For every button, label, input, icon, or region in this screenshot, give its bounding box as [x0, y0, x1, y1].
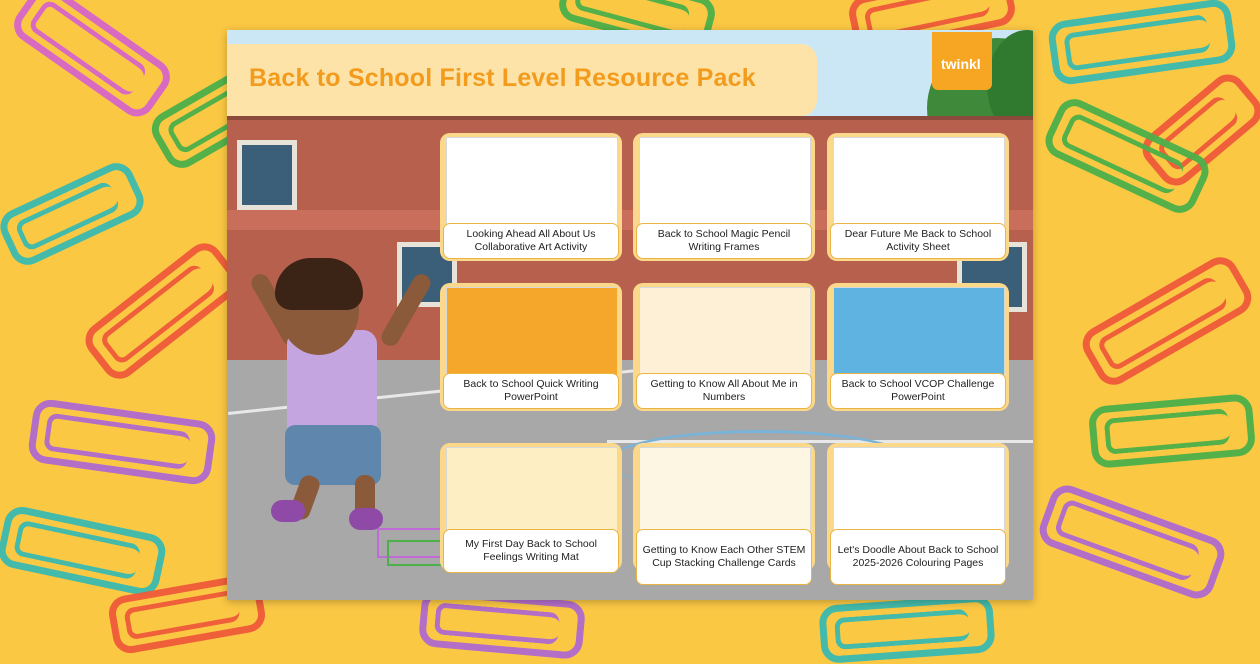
- paper-clip-decoration: [1046, 0, 1237, 86]
- resource-thumbnail: [833, 287, 1005, 377]
- resource-thumbnail: [446, 287, 618, 377]
- resource-card[interactable]: [440, 443, 622, 571]
- resource-card[interactable]: [440, 283, 622, 411]
- resource-thumbnail: [639, 137, 811, 227]
- paper-clip-decoration: [26, 398, 217, 487]
- resource-title[interactable]: Looking Ahead All About Us Collaborative Art Activity: [443, 223, 619, 259]
- paper-clip-decoration: [1088, 393, 1257, 469]
- child-shoe: [349, 508, 383, 530]
- resource-card[interactable]: [827, 283, 1009, 411]
- resource-card[interactable]: [633, 133, 815, 261]
- logo-text: twinkl: [941, 56, 981, 72]
- resource-thumbnail: [639, 447, 811, 537]
- school-window: [237, 140, 297, 210]
- twinkl-logo: [932, 32, 992, 90]
- resource-card[interactable]: [827, 133, 1009, 261]
- resource-card[interactable]: [440, 133, 622, 261]
- child-hair: [275, 258, 363, 310]
- resource-title[interactable]: Let's Doodle About Back to School 2025-2026 Colouring Pages: [830, 529, 1006, 585]
- resource-title[interactable]: Dear Future Me Back to School Activity Sheet: [830, 223, 1006, 259]
- paper-clip-decoration: [1035, 480, 1230, 603]
- resource-pack-poster: [227, 30, 1033, 600]
- resource-thumbnail: [446, 447, 618, 537]
- resource-thumbnail: [833, 447, 1005, 537]
- resource-card[interactable]: [827, 443, 1009, 571]
- resource-title[interactable]: My First Day Back to School Feelings Writing Mat: [443, 529, 619, 573]
- resource-title[interactable]: Back to School Quick Writing PowerPoint: [443, 373, 619, 409]
- paper-clip-decoration: [0, 504, 169, 599]
- paper-clip-decoration: [78, 236, 245, 386]
- resource-title[interactable]: Getting to Know Each Other STEM Cup Stacking Challenge Cards: [636, 529, 812, 585]
- child-shoe: [271, 500, 305, 522]
- resource-title[interactable]: Getting to Know All About Me in Numbers: [636, 373, 812, 409]
- resource-title[interactable]: Back to School VCOP Challenge PowerPoint: [830, 373, 1006, 409]
- resource-thumbnail: [446, 137, 618, 227]
- paper-clip-decoration: [7, 0, 177, 123]
- resource-title[interactable]: Back to School Magic Pencil Writing Frames: [636, 223, 812, 259]
- paper-clip-decoration: [0, 157, 150, 270]
- paper-clip-decoration: [818, 594, 996, 664]
- resource-thumbnail: [833, 137, 1005, 227]
- paper-clip-decoration: [1076, 251, 1258, 392]
- resource-card[interactable]: [633, 443, 815, 571]
- resource-thumbnail: [639, 287, 811, 377]
- page-title: Back to School First Level Resource Pack: [249, 64, 756, 92]
- resource-card[interactable]: [633, 283, 815, 411]
